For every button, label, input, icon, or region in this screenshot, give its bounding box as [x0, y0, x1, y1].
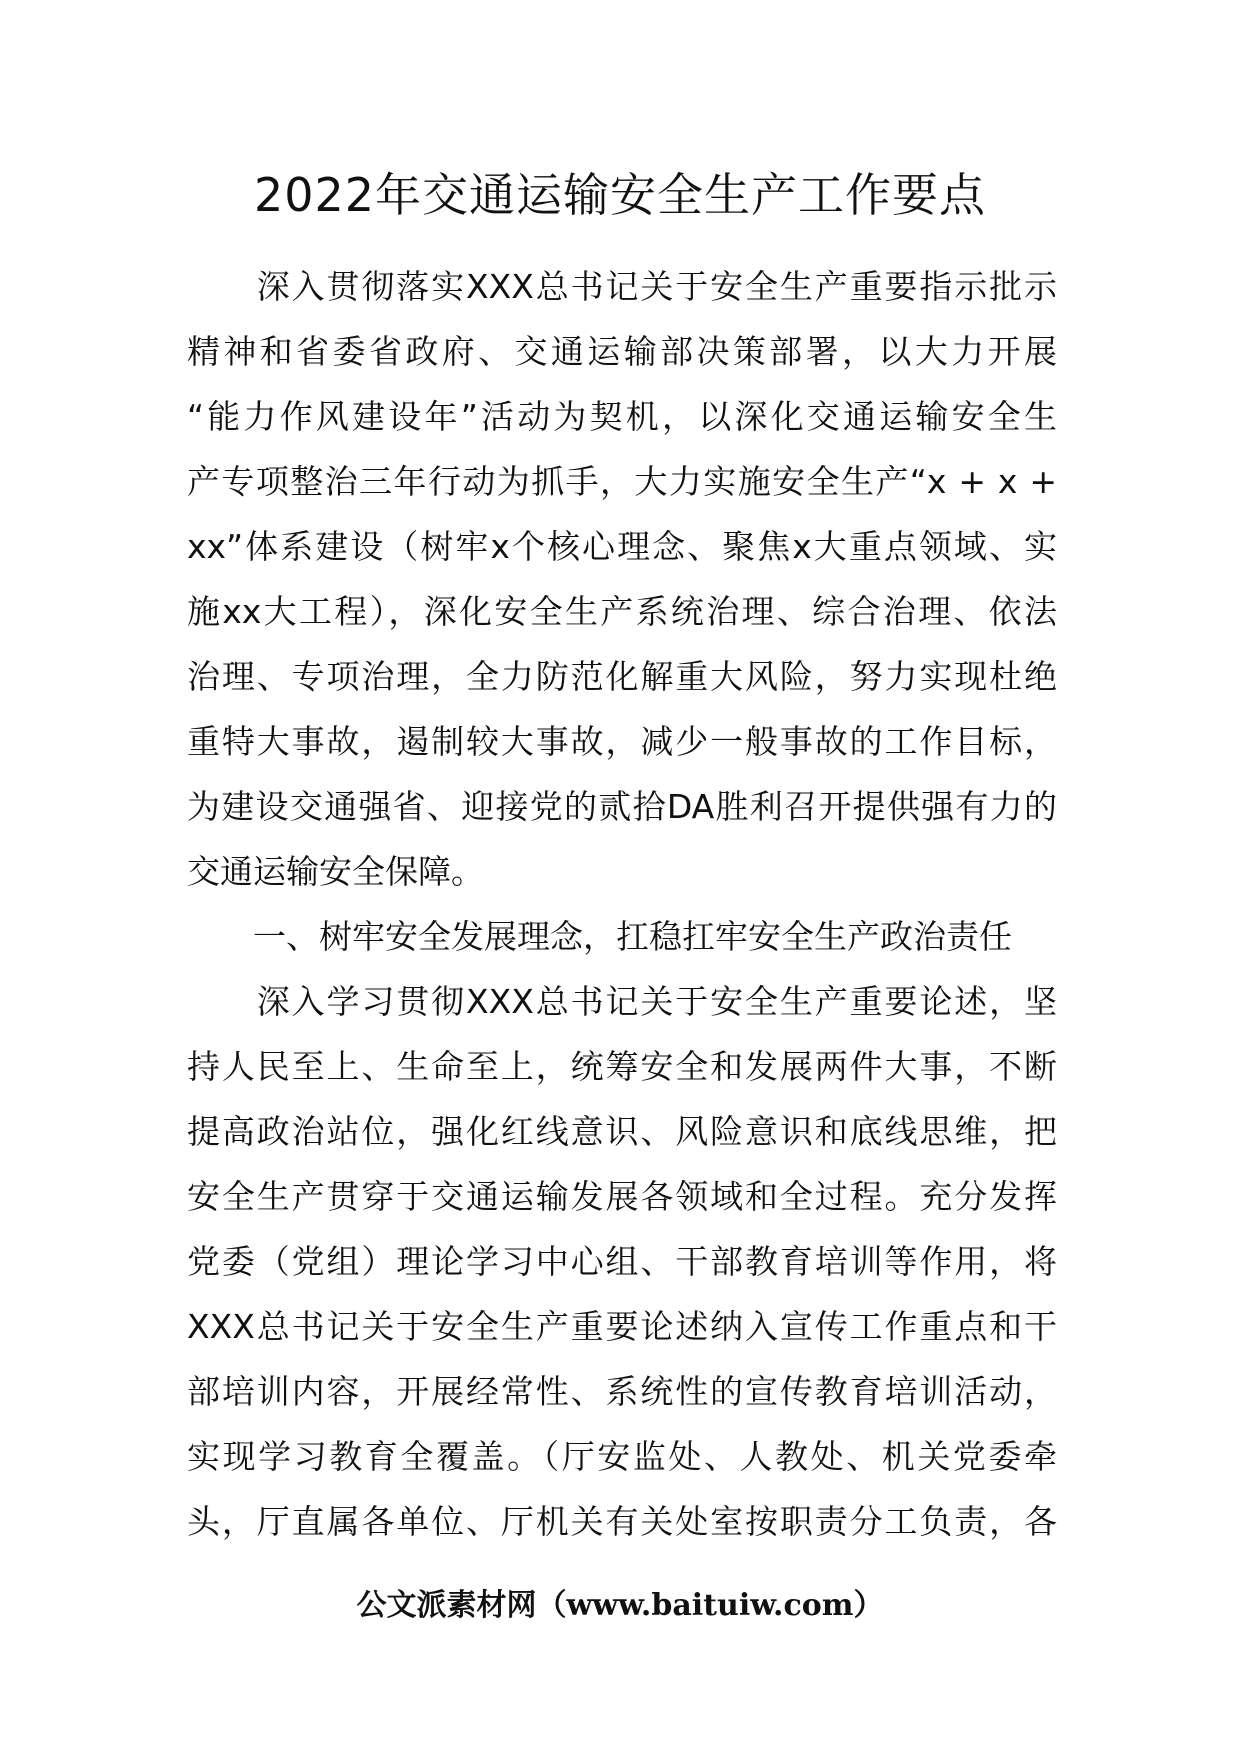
body-line: 产专项整治三年行动为抓手，大力实施安全生产“x + x + — [187, 462, 1057, 501]
body-line: 精神和省委省政府、交通运输部决策部署，以大力开展 — [187, 332, 1057, 371]
body-line: 为建设交通强省、迎接党的贰拾DA胜利召开提供强有力的 — [187, 787, 1057, 826]
body-line: 治理、专项治理，全力防范化解重大风险，努力实现杜绝 — [187, 657, 1057, 696]
body-line: 党委（党组）理论学习中心组、干部教育培训等作用，将 — [187, 1242, 1057, 1281]
body-line: 头，厅直属各单位、厅机关有关处室按职责分工负责，各 — [187, 1502, 1057, 1541]
body-line: 持人民至上、生命至上，统筹安全和发展两件大事，不断 — [187, 1047, 1057, 1086]
body-line: 实现学习教育全覆盖。（厅安监处、人教处、机关党委牵 — [187, 1437, 1057, 1476]
body-line: 深入学习贯彻XXX总书记关于安全生产重要论述，坚 — [187, 982, 1057, 1021]
body-line: “能力作风建设年”活动为契机，以深化交通运输安全生 — [187, 397, 1057, 436]
body-line: 交通运输安全保障。 — [187, 852, 484, 891]
body-line: xx”体系建设（树牢x个核心理念、聚焦x大重点领域、实 — [187, 527, 1057, 566]
body-line: 重特大事故，遏制较大事故，减少一般事故的工作目标， — [187, 722, 1057, 761]
document-body — [187, 254, 1057, 1554]
body-line: 施xx大工程），深化安全生产系统治理、综合治理、依法 — [187, 592, 1057, 631]
body-line: 提高政治站位，强化红线意识、风险意识和底线思维，把 — [187, 1112, 1057, 1151]
document-title: 2022年交通运输安全生产工作要点 — [253, 168, 987, 222]
body-line: 安全生产贯穿于交通运输发展各领域和全过程。充分发挥 — [187, 1177, 1057, 1216]
source-footer: 公文派素材网（www.baituiw.com） — [356, 1588, 884, 1623]
body-line: XXX总书记关于安全生产重要论述纳入宣传工作重点和干 — [187, 1307, 1057, 1346]
body-line: 部培训内容，开展经常性、系统性的宣传教育培训活动， — [187, 1372, 1057, 1411]
section-heading: 一、树牢安全发展理念，扛稳扛牢安全生产政治责任 — [187, 917, 1012, 956]
body-line: 深入贯彻落实XXX总书记关于安全生产重要指示批示 — [187, 267, 1057, 306]
